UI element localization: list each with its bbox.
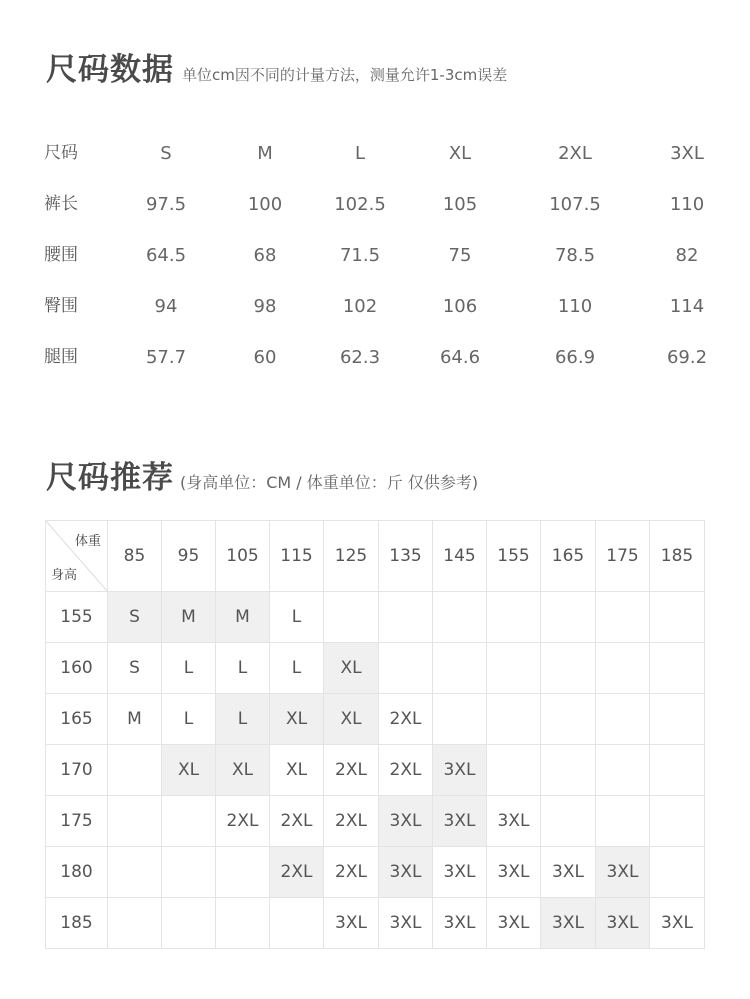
size-recommend-cell: 3XL bbox=[541, 847, 596, 898]
size-recommend-cell bbox=[541, 643, 596, 694]
size-value-cell: 106 bbox=[442, 296, 478, 317]
size-recommend-cell bbox=[541, 796, 596, 847]
size-recommend-cell bbox=[270, 898, 324, 949]
size-value-cell: 57.7 bbox=[145, 347, 187, 368]
size-value-cell: 110 bbox=[557, 296, 593, 317]
size-recommend-cell: 3XL bbox=[324, 898, 379, 949]
size-value-cell: 60 bbox=[253, 347, 277, 368]
size-recommend-cell bbox=[108, 898, 162, 949]
size-recommend-cell: M bbox=[108, 694, 162, 745]
size-recommend-cell bbox=[596, 592, 650, 643]
size-recommend-subtitle: (身高单位：CM / 体重单位：斤 仅供参考) bbox=[180, 473, 479, 492]
size-value-cell: 114 bbox=[669, 296, 705, 317]
size-recommend-cell bbox=[379, 592, 433, 643]
size-recommend-cell: L bbox=[162, 643, 216, 694]
grid-row bbox=[46, 847, 705, 898]
size-data-row bbox=[0, 179, 750, 230]
size-value-cell: 68 bbox=[253, 245, 277, 266]
size-recommend-cell bbox=[650, 847, 705, 898]
size-value-cell: S bbox=[160, 143, 172, 164]
size-data-row bbox=[0, 332, 750, 383]
size-value-cell: 71.5 bbox=[339, 245, 381, 266]
grid-header-row bbox=[46, 521, 705, 592]
size-recommend-cell bbox=[487, 643, 541, 694]
corner-weight-label: 体重 bbox=[74, 534, 101, 549]
size-recommend-cell: 2XL bbox=[324, 745, 379, 796]
size-row-label: 臀围 bbox=[44, 296, 78, 316]
weight-header-cell: 115 bbox=[270, 521, 324, 592]
size-recommend-cell: 3XL bbox=[379, 847, 433, 898]
weight-header-cell: 155 bbox=[487, 521, 541, 592]
size-value-cell: 75 bbox=[448, 245, 472, 266]
size-recommend-cell: XL bbox=[324, 694, 379, 745]
size-recommend-cell: 2XL bbox=[379, 745, 433, 796]
height-label-cell: 185 bbox=[46, 898, 108, 949]
size-value-cell: M bbox=[257, 143, 273, 164]
size-recommend-cell bbox=[162, 898, 216, 949]
size-recommend-cell: 3XL bbox=[433, 898, 487, 949]
size-recommend-cell: L bbox=[216, 643, 270, 694]
weight-header-cell: 95 bbox=[162, 521, 216, 592]
size-recommend-cell bbox=[541, 745, 596, 796]
size-recommend-cell bbox=[596, 796, 650, 847]
size-value-cell: 98 bbox=[253, 296, 277, 317]
size-value-cell: 64.5 bbox=[145, 245, 187, 266]
size-value-cell: 107.5 bbox=[549, 194, 601, 215]
size-recommend-cell bbox=[487, 745, 541, 796]
size-recommend-cell: 2XL bbox=[379, 694, 433, 745]
size-recommend-cell: 3XL bbox=[433, 745, 487, 796]
height-label-cell: 160 bbox=[46, 643, 108, 694]
size-recommend-cell bbox=[433, 592, 487, 643]
size-data-table bbox=[0, 128, 750, 383]
size-recommend-cell bbox=[541, 694, 596, 745]
size-recommend-cell: 3XL bbox=[379, 898, 433, 949]
grid-row bbox=[46, 643, 705, 694]
grid-corner-cell bbox=[46, 521, 108, 592]
size-recommend-cell: L bbox=[162, 694, 216, 745]
size-recommend-cell bbox=[487, 694, 541, 745]
size-value-cell: L bbox=[354, 143, 366, 164]
size-header-row bbox=[0, 128, 750, 179]
size-value-cell: 102.5 bbox=[334, 194, 386, 215]
weight-header-cell: 165 bbox=[541, 521, 596, 592]
size-recommend-cell bbox=[596, 694, 650, 745]
size-recommend-cell: 3XL bbox=[487, 847, 541, 898]
size-recommend-cell bbox=[324, 592, 379, 643]
size-recommend-cell bbox=[108, 796, 162, 847]
size-recommend-cell: 3XL bbox=[596, 847, 650, 898]
size-recommend-cell bbox=[162, 847, 216, 898]
size-row-label: 腰围 bbox=[44, 245, 78, 265]
size-recommend-cell: M bbox=[162, 592, 216, 643]
size-row-label: 裤长 bbox=[44, 194, 78, 214]
size-recommend-cell: 2XL bbox=[270, 847, 324, 898]
size-recommend-cell: 2XL bbox=[216, 796, 270, 847]
size-recommend-cell bbox=[650, 592, 705, 643]
size-recommend-title: 尺码推荐 bbox=[46, 460, 174, 496]
size-data-row bbox=[0, 281, 750, 332]
grid-row bbox=[46, 694, 705, 745]
size-recommend-cell: 3XL bbox=[541, 898, 596, 949]
height-label-cell: 165 bbox=[46, 694, 108, 745]
height-label-cell: 170 bbox=[46, 745, 108, 796]
size-recommend-cell bbox=[650, 643, 705, 694]
size-recommend-cell bbox=[541, 592, 596, 643]
size-value-cell: 62.3 bbox=[339, 347, 381, 368]
size-recommend-cell: XL bbox=[324, 643, 379, 694]
size-data-title-row bbox=[46, 44, 507, 89]
size-recommend-cell: 3XL bbox=[487, 898, 541, 949]
size-recommend-cell bbox=[650, 694, 705, 745]
height-label-cell: 175 bbox=[46, 796, 108, 847]
weight-header-cell: 85 bbox=[108, 521, 162, 592]
size-recommend-cell: S bbox=[108, 592, 162, 643]
corner-height-label: 身高 bbox=[51, 568, 78, 583]
size-recommend-cell: 3XL bbox=[433, 796, 487, 847]
size-row-label: 腿围 bbox=[44, 347, 78, 367]
size-recommend-cell: XL bbox=[162, 745, 216, 796]
size-recommend-cell: XL bbox=[270, 745, 324, 796]
size-recommend-cell bbox=[379, 643, 433, 694]
size-value-cell: 3XL bbox=[670, 143, 704, 164]
size-recommend-cell bbox=[487, 592, 541, 643]
size-recommend-cell: 3XL bbox=[650, 898, 705, 949]
size-recommend-cell bbox=[596, 643, 650, 694]
size-recommend-cell bbox=[108, 847, 162, 898]
size-value-cell: 94 bbox=[154, 296, 178, 317]
size-recommend-cell: 3XL bbox=[379, 796, 433, 847]
weight-header-cell: 135 bbox=[379, 521, 433, 592]
size-value-cell: 64.6 bbox=[439, 347, 481, 368]
size-recommend-cell bbox=[216, 847, 270, 898]
weight-header-cell: 125 bbox=[324, 521, 379, 592]
size-recommend-cell bbox=[433, 643, 487, 694]
size-data-subtitle: 单位cm因不同的计量方法，测量允许1-3cm误差 bbox=[182, 66, 508, 84]
height-label-cell: 155 bbox=[46, 592, 108, 643]
size-recommend-cell bbox=[596, 745, 650, 796]
size-value-cell: 97.5 bbox=[145, 194, 187, 215]
size-recommend-cell: M bbox=[216, 592, 270, 643]
weight-header-cell: 185 bbox=[650, 521, 705, 592]
size-value-cell: 78.5 bbox=[554, 245, 596, 266]
grid-row bbox=[46, 796, 705, 847]
size-recommend-cell: L bbox=[270, 643, 324, 694]
size-recommend-cell: 2XL bbox=[324, 796, 379, 847]
weight-header-cell: 145 bbox=[433, 521, 487, 592]
size-value-cell: 100 bbox=[247, 194, 283, 215]
size-value-cell: 102 bbox=[342, 296, 378, 317]
size-recommend-cell: 2XL bbox=[270, 796, 324, 847]
size-value-cell: 82 bbox=[675, 245, 699, 266]
size-value-cell: 2XL bbox=[558, 143, 592, 164]
grid-row bbox=[46, 592, 705, 643]
size-recommend-grid bbox=[45, 520, 705, 949]
size-value-cell: 66.9 bbox=[554, 347, 596, 368]
size-value-cell: XL bbox=[448, 143, 472, 164]
size-value-cell: 105 bbox=[442, 194, 478, 215]
weight-header-cell: 175 bbox=[596, 521, 650, 592]
size-recommend-cell: 3XL bbox=[433, 847, 487, 898]
size-recommend-cell: 3XL bbox=[487, 796, 541, 847]
size-recommend-cell bbox=[108, 745, 162, 796]
size-recommend-cell bbox=[162, 796, 216, 847]
weight-header-cell: 105 bbox=[216, 521, 270, 592]
height-label-cell: 180 bbox=[46, 847, 108, 898]
size-recommend-cell: 3XL bbox=[596, 898, 650, 949]
size-recommend-cell bbox=[650, 745, 705, 796]
size-recommend-cell bbox=[433, 694, 487, 745]
size-recommend-cell: L bbox=[216, 694, 270, 745]
size-value-cell: 110 bbox=[669, 194, 705, 215]
size-data-row bbox=[0, 230, 750, 281]
size-value-cell: 69.2 bbox=[666, 347, 708, 368]
size-recommend-cell: L bbox=[270, 592, 324, 643]
size-recommend-cell: S bbox=[108, 643, 162, 694]
size-recommend-cell bbox=[216, 898, 270, 949]
grid-row bbox=[46, 745, 705, 796]
size-recommend-cell bbox=[650, 796, 705, 847]
size-data-title: 尺码数据 bbox=[46, 52, 174, 88]
size-recommend-cell: 2XL bbox=[324, 847, 379, 898]
size-recommend-cell: XL bbox=[270, 694, 324, 745]
size-row-label: 尺码 bbox=[44, 143, 78, 163]
size-recommend-title-row bbox=[46, 452, 478, 497]
grid-row bbox=[46, 898, 705, 949]
size-recommend-cell: XL bbox=[216, 745, 270, 796]
